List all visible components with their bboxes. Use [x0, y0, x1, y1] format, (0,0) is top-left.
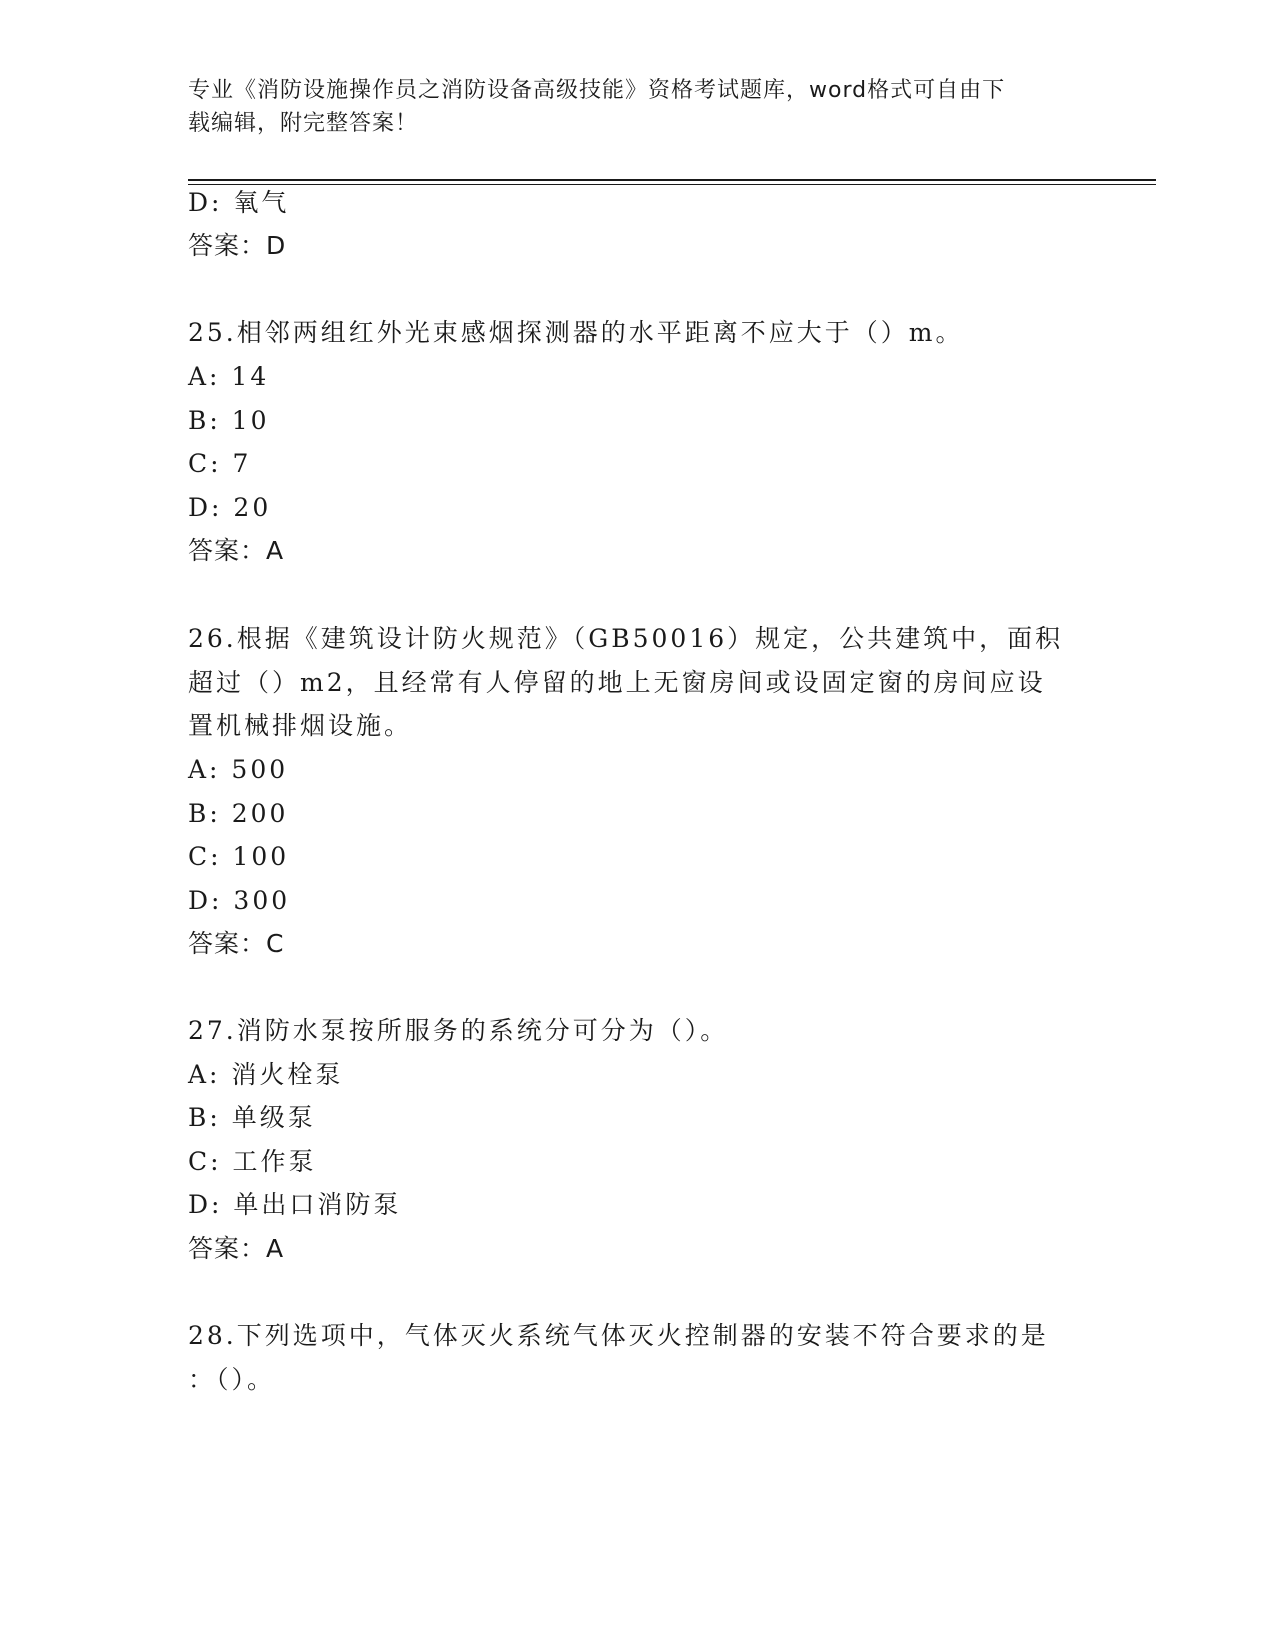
q27-option-b: B: 单级泵: [188, 1103, 316, 1132]
q28-stem-line-1: 28.下列选项中，气体灭火系统气体灭火控制器的安装不符合要求的是: [188, 1321, 1049, 1350]
q26-option-b: B: 200: [188, 799, 289, 828]
q26-option-c: C: 100: [188, 842, 290, 871]
prev-answer: 答案：D: [188, 231, 287, 260]
q26-stem-line-1: 26.根据《建筑设计防火规范》（GB50016）规定，公共建筑中，面积: [188, 624, 1064, 653]
q26-answer: 答案：C: [188, 929, 285, 958]
header-line-1: 专业《消防设施操作员之消防设备高级技能》资格考试题库，word格式可自由下: [188, 78, 1006, 103]
q25-option-c: C: 7: [188, 449, 252, 478]
q25-option-a: A: 14: [188, 362, 270, 391]
q27-option-c: C: 工作泵: [188, 1147, 317, 1176]
q27-option-a: A: 消火栓泵: [188, 1060, 344, 1089]
q26-stem-line-3: 置机械排烟设施。: [188, 711, 413, 740]
q26-option-d: D: 300: [188, 886, 291, 915]
q28-stem-line-2: ：（）。: [188, 1365, 276, 1394]
q27-stem: 27.消防水泵按所服务的系统分可分为（）。: [188, 1016, 729, 1045]
q25-option-b: B: 10: [188, 406, 270, 435]
q26-option-a: A: 500: [188, 755, 289, 784]
q25-option-d: D: 20: [188, 493, 272, 522]
prev-option-d: D: 氧气: [188, 188, 290, 217]
header-divider-thick: [188, 179, 1156, 181]
header-divider-thin: [188, 184, 1156, 185]
q25-answer: 答案：A: [188, 536, 285, 565]
q27-answer: 答案：A: [188, 1234, 285, 1263]
q27-option-d: D: 单出口消防泵: [188, 1190, 402, 1219]
q25-stem: 25.相邻两组红外光束感烟探测器的水平距离不应大于（）m。: [188, 318, 964, 347]
q26-stem-line-2: 超过（）m2，且经常有人停留的地上无窗房间或设固定窗的房间应设: [188, 668, 1046, 697]
header-line-2: 载编辑，附完整答案！: [188, 111, 419, 136]
document-header: [188, 74, 1068, 140]
